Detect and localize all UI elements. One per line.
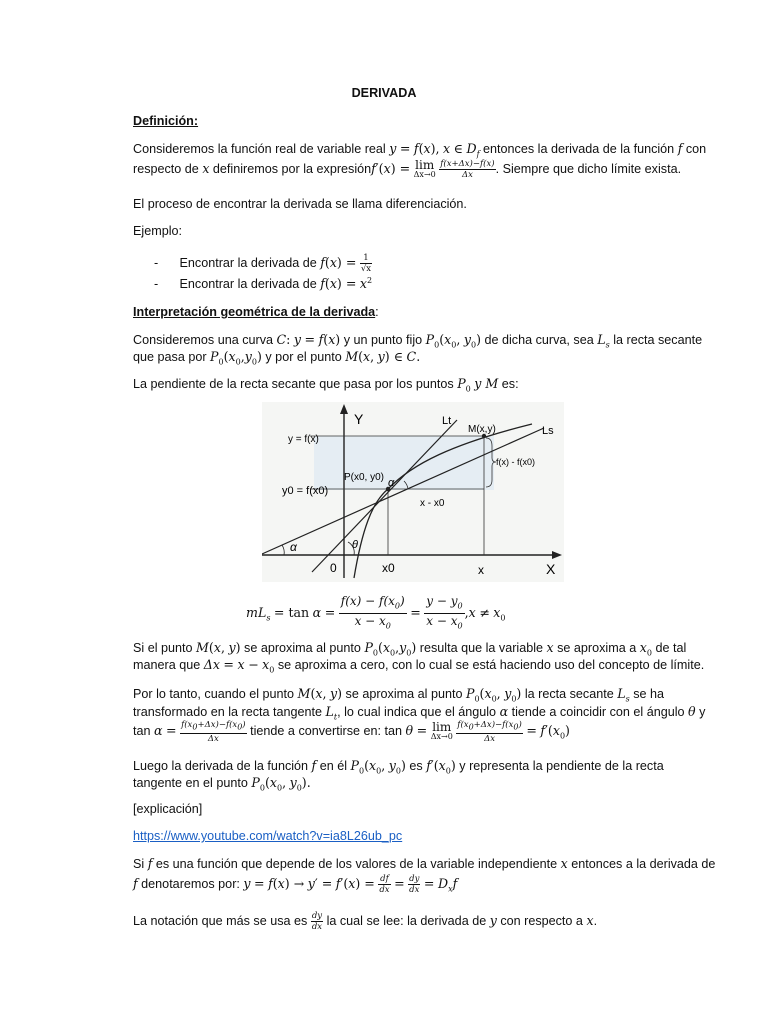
label-x0: x0 — [382, 561, 395, 575]
conclusion-line-1: Luego la derivada de la función f en él $P_0(x_0$, $y_0$) es $f'(x_0)$ y representa la pendiente de la recta — [133, 758, 664, 776]
label-alpha-1: α — [290, 540, 297, 554]
definition-line-2: respecto de x definiremos por la expresiónf′(x) = lim Δx→0 $\frac{f(x+\Delta x)-f(x)}{\Delta x}$ . Siempre que dicho límite exista. — [133, 157, 682, 180]
geometric-line-1: Consideremos una curva C: y = f(x) y un punto fijo $P_0(x_0$, $y_0$) de dicha curva, sea $L_s$ la recta secante — [133, 332, 703, 350]
process-text: El proceso de encontrar la derivada se llama diferenciación. — [133, 197, 467, 211]
label-fx-fx0: f(x) - f(x0) — [496, 457, 535, 467]
approach-line-2: manera que $\Delta x = x - x_0$ se aproxima a cero, con lo cual se está haciendo uso del concepto de límite. — [133, 657, 705, 675]
label-p0: P(x0, y0) — [344, 472, 385, 483]
conclusion-line-2: tangente en el punto $P_0(x_0$, $y_0$). — [133, 775, 311, 793]
label-ls: Ls — [542, 425, 554, 437]
definition-heading: Definición: — [133, 114, 199, 128]
example-label: Ejemplo: — [133, 224, 182, 238]
label-theta: θ — [352, 539, 358, 551]
tangent-line-3: tan α = $\frac{f(x_0+\Delta x)-f(x_0)}{\Delta x}$ tiende a convertirse en: tan θ = lim Δx→0 $\frac{f(x_0+\Delta x)-f(x_0)}{\Delta x}$ = $f'(x_0)$ — [133, 719, 570, 744]
explanation-label: [explicación] — [133, 802, 203, 816]
label-yfx: y = f(x) — [288, 434, 319, 445]
page-title: DERIVADA — [351, 86, 417, 100]
tangent-line-1: Por lo tanto, cuando el punto M(x, y) se aproxima al punto $P_0(x_0$, $y_0$) la recta secante $L_s$ se ha — [133, 686, 665, 704]
slope-formula: $mL_s = \tan \alpha$ = $\frac{f(x) - f(x_0)}{x - x_0}$ = $\frac{y - y_0}{x - x_0}$ $,x \ne x_0$ — [246, 594, 506, 631]
label-origin: 0 — [330, 561, 337, 575]
geometric-line-3: La pendiente de la recta secante que pasa por los puntos $P_0$ y M es: — [133, 376, 519, 394]
notation-line-3: La notación que más se usa es $\frac{dy}{dx}$ la cual se lee: la derivada de y con respecto a x. — [133, 911, 598, 932]
label-y0: y0 = f(x0) — [282, 485, 329, 497]
derivative-figure — [262, 402, 564, 582]
example-bullet-1: - Encontrar la derivada de f(x) = $\frac{1}{√x}$ — [154, 253, 372, 274]
notation-line-1: Si f es una función que depende de los valores de la variable independiente x entonces a la derivada de — [133, 856, 716, 871]
geometric-line-2: que pasa por $P_0(x_0,y_0)$ y por el punto M(x, y) ∈ C. — [133, 349, 421, 367]
label-x-x0: x - x0 — [420, 498, 445, 509]
notation-line-2: f denotaremos por: y = f(x) → y′ = f′(x) = $\frac{df}{dx}$ = $\frac{dy}{dx}$ = $D_xf$ — [133, 874, 458, 895]
label-y-axis: Y — [354, 411, 364, 427]
approach-line-1: Si el punto M(x, y) se aproxima al punto $P_0(x_0,y_0)$ resulta que la variable x se aproxima a $x_0$ de tal — [133, 640, 687, 658]
example-bullet-2: - Encontrar la derivada de $f(x) = x^2$ — [154, 276, 373, 292]
label-x-axis: X — [546, 561, 556, 577]
label-x: x — [478, 563, 484, 577]
tangent-line-2: transformado en la recta tangente $L_t$, lo cual indica que el ángulo α tiende a coincidir con el ángulo θ y — [133, 704, 706, 722]
label-m: M(x,y) — [468, 424, 496, 435]
definition-line-1: Consideremos la función real de variable real y = f(x), x ∈ $D_f$ entonces la derivada de la función f con — [133, 141, 707, 159]
label-lt: Lt — [442, 415, 452, 427]
geometric-heading: Interpretación geométrica de la derivada: — [133, 305, 379, 319]
youtube-link[interactable]: https://www.youtube.com/watch?v=ia8L26ub_pc — [133, 829, 403, 843]
label-alpha-2: α — [388, 477, 395, 489]
